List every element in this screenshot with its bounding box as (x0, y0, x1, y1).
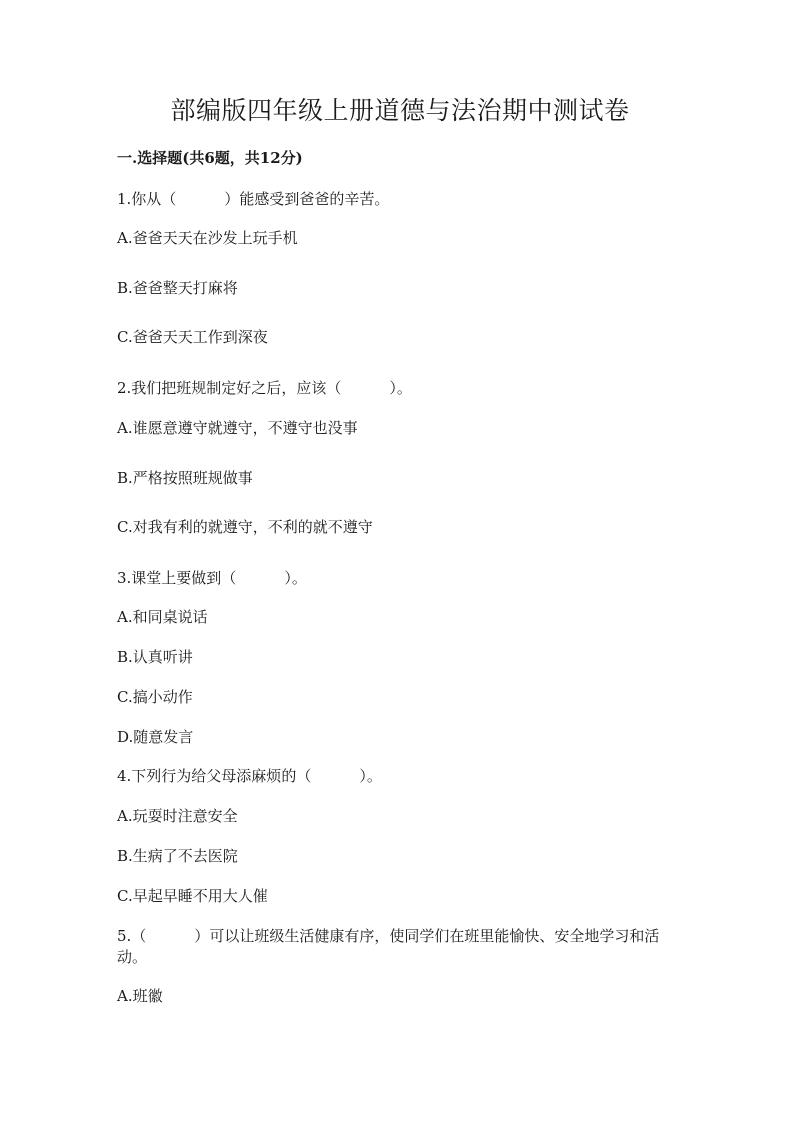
question-4-stem-start: 4.下列行为给父母添麻烦的（ (117, 767, 312, 785)
question-2-option-c: C.对我有利的就遵守，不利的就不遵守 (117, 518, 373, 536)
question-3-stem-end: ）。 (284, 569, 307, 587)
question-1-stem-start: 1.你从（ (117, 190, 177, 208)
question-4-option-b: B.生病了不去医院 (117, 847, 238, 865)
question-4-option-a: A.玩耍时注意安全 (117, 807, 238, 825)
question-1-stem-end: ）能感受到爸爸的辛苦。 (224, 190, 390, 208)
question-3-option-c: C.搞小动作 (117, 688, 193, 706)
section-header: 一.选择题(共6题，共12分) (117, 149, 303, 167)
question-3-option-a: A.和同桌说话 (117, 608, 208, 626)
question-2-stem-end: ）。 (389, 379, 412, 397)
question-4-option-c: C.早起早睡不用大人催 (117, 887, 268, 905)
question-3-option-d: D.随意发言 (117, 728, 194, 746)
question-5-stem-start: 5.（ (117, 927, 147, 945)
question-3-option-b: B.认真听讲 (117, 648, 193, 666)
question-5-option-a: A.班徽 (117, 987, 163, 1005)
question-4-stem (117, 766, 687, 787)
question-2-option-b: B.严格按照班规做事 (117, 469, 253, 487)
question-1-option-b: B.爸爸整天打麻将 (117, 279, 238, 297)
question-2-stem (117, 378, 687, 399)
question-5-stem (117, 926, 687, 968)
question-3-stem-start: 3.课堂上要做到（ (117, 569, 237, 587)
question-3-stem (117, 568, 687, 589)
question-5-stem-end: ）可以让班级生活健康有序，使同学们在班里能愉快、安全地学习和活动。 (117, 927, 660, 966)
page-title: 部编版四年级上册道德与法治期中测试卷 (170, 96, 630, 125)
question-2-option-a: A.谁愿意遵守就遵守，不遵守也没事 (117, 419, 358, 437)
question-4-stem-end: ）。 (359, 767, 382, 785)
question-1-option-a: A.爸爸天天在沙发上玩手机 (117, 229, 298, 247)
question-1-option-c: C.爸爸天天工作到深夜 (117, 328, 268, 346)
question-1-stem (117, 189, 687, 210)
question-2-stem-start: 2.我们把班规制定好之后，应该（ (117, 379, 342, 397)
